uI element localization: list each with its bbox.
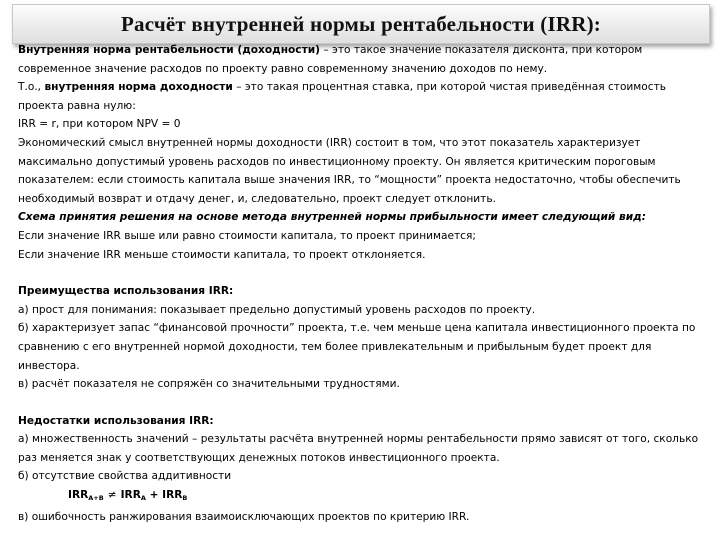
advantage-a: а) прост для понимания: показывает предельно допустимый уровень расходов по проекту.	[18, 303, 536, 316]
disadvantage-b: б) отсутствие свойства аддитивности	[18, 470, 232, 483]
formula-irr-b: IRR	[162, 489, 183, 502]
definition-2	[18, 78, 708, 115]
additivity-formula	[18, 486, 708, 508]
spacer	[18, 394, 708, 412]
advantage-c: в) расчёт показателя не сопряжён со значительными трудностями.	[18, 378, 400, 391]
decision-scheme-heading: Схема принятия решения на основе метода внутренней нормы прибыльности имеет следующий вид:	[18, 211, 646, 224]
advantages-heading-text: Преимущества использования IRR:	[18, 285, 234, 298]
disadvantages-heading	[18, 412, 708, 431]
disadvantages-heading-text: Недостатки использования IRR:	[18, 414, 214, 427]
rule-accept: Если значение IRR выше или равно стоимости капитала, то проект принимается;	[18, 229, 476, 242]
plus-sign: +	[145, 489, 163, 502]
economic-meaning: Экономический смысл внутренней нормы доходности (IRR) состоит в том, что этот показатель характеризует максимально допустимый уровень расходов по инвестиционному проекту. Он является критическим пороговым показателем: если стоимость капитала выше значения IRR, то “мощности” проекта недостаточно, чтобы обеспечить необходимый возврат и отдачу денег, и, следовательно, проект следует отклонить.	[18, 136, 681, 205]
formula-sub-ab: A+B	[88, 494, 104, 503]
disadvantage-c: в) ошибочность ранжирования взаимоисключающих проектов по критерию IRR.	[18, 510, 470, 523]
definition-1	[18, 41, 708, 78]
definition-2-text: – это такая процентная ставка, при которой чистая приведённая стоимость проекта равна нулю:	[18, 81, 667, 112]
definition-1-text: – это такое значение показателя дисконта, при котором современное значение расходов по проекту равно современному значению доходов по нему.	[18, 44, 643, 75]
advantage-b: б) характеризует запас “финансовой прочности” проекта, т.е. чем меньше цена капитала инвестиционного проекта по сравнению с его внутренней нормой доходности, тем более привлекательным и прибыльным будет проект для инвестора.	[18, 322, 696, 372]
formula-sub-a: A	[140, 494, 146, 503]
advantages-heading	[18, 282, 708, 301]
slide-content	[18, 41, 708, 526]
formula-sub-b: B	[182, 494, 188, 503]
definition-2-prefix: Т.о.,	[18, 81, 45, 94]
irr-equation: IRR = r, при котором NPV = 0	[18, 118, 181, 131]
definition-2-term: внутренняя норма доходности	[44, 81, 233, 94]
disadvantage-a: а) множественность значений – результаты расчёта внутренней нормы рентабельности прямо зависят от того, сколько раз меняется знак у соответствующих денежных потоков инвестиционного проекта.	[18, 433, 699, 464]
definition-1-term: Внутренняя норма рентабельности (доходности)	[18, 44, 320, 56]
formula-irr-a: IRR	[120, 489, 141, 502]
title-bar	[12, 4, 710, 44]
spacer	[18, 264, 708, 282]
page-title: Расчёт внутренней нормы рентабельности (IRR):	[121, 11, 601, 36]
formula-irr-ab: IRR	[68, 489, 89, 502]
not-equal-sign: ≠	[107, 489, 117, 502]
rule-reject: Если значение IRR меньше стоимости капитала, то проект отклоняется.	[18, 248, 426, 261]
